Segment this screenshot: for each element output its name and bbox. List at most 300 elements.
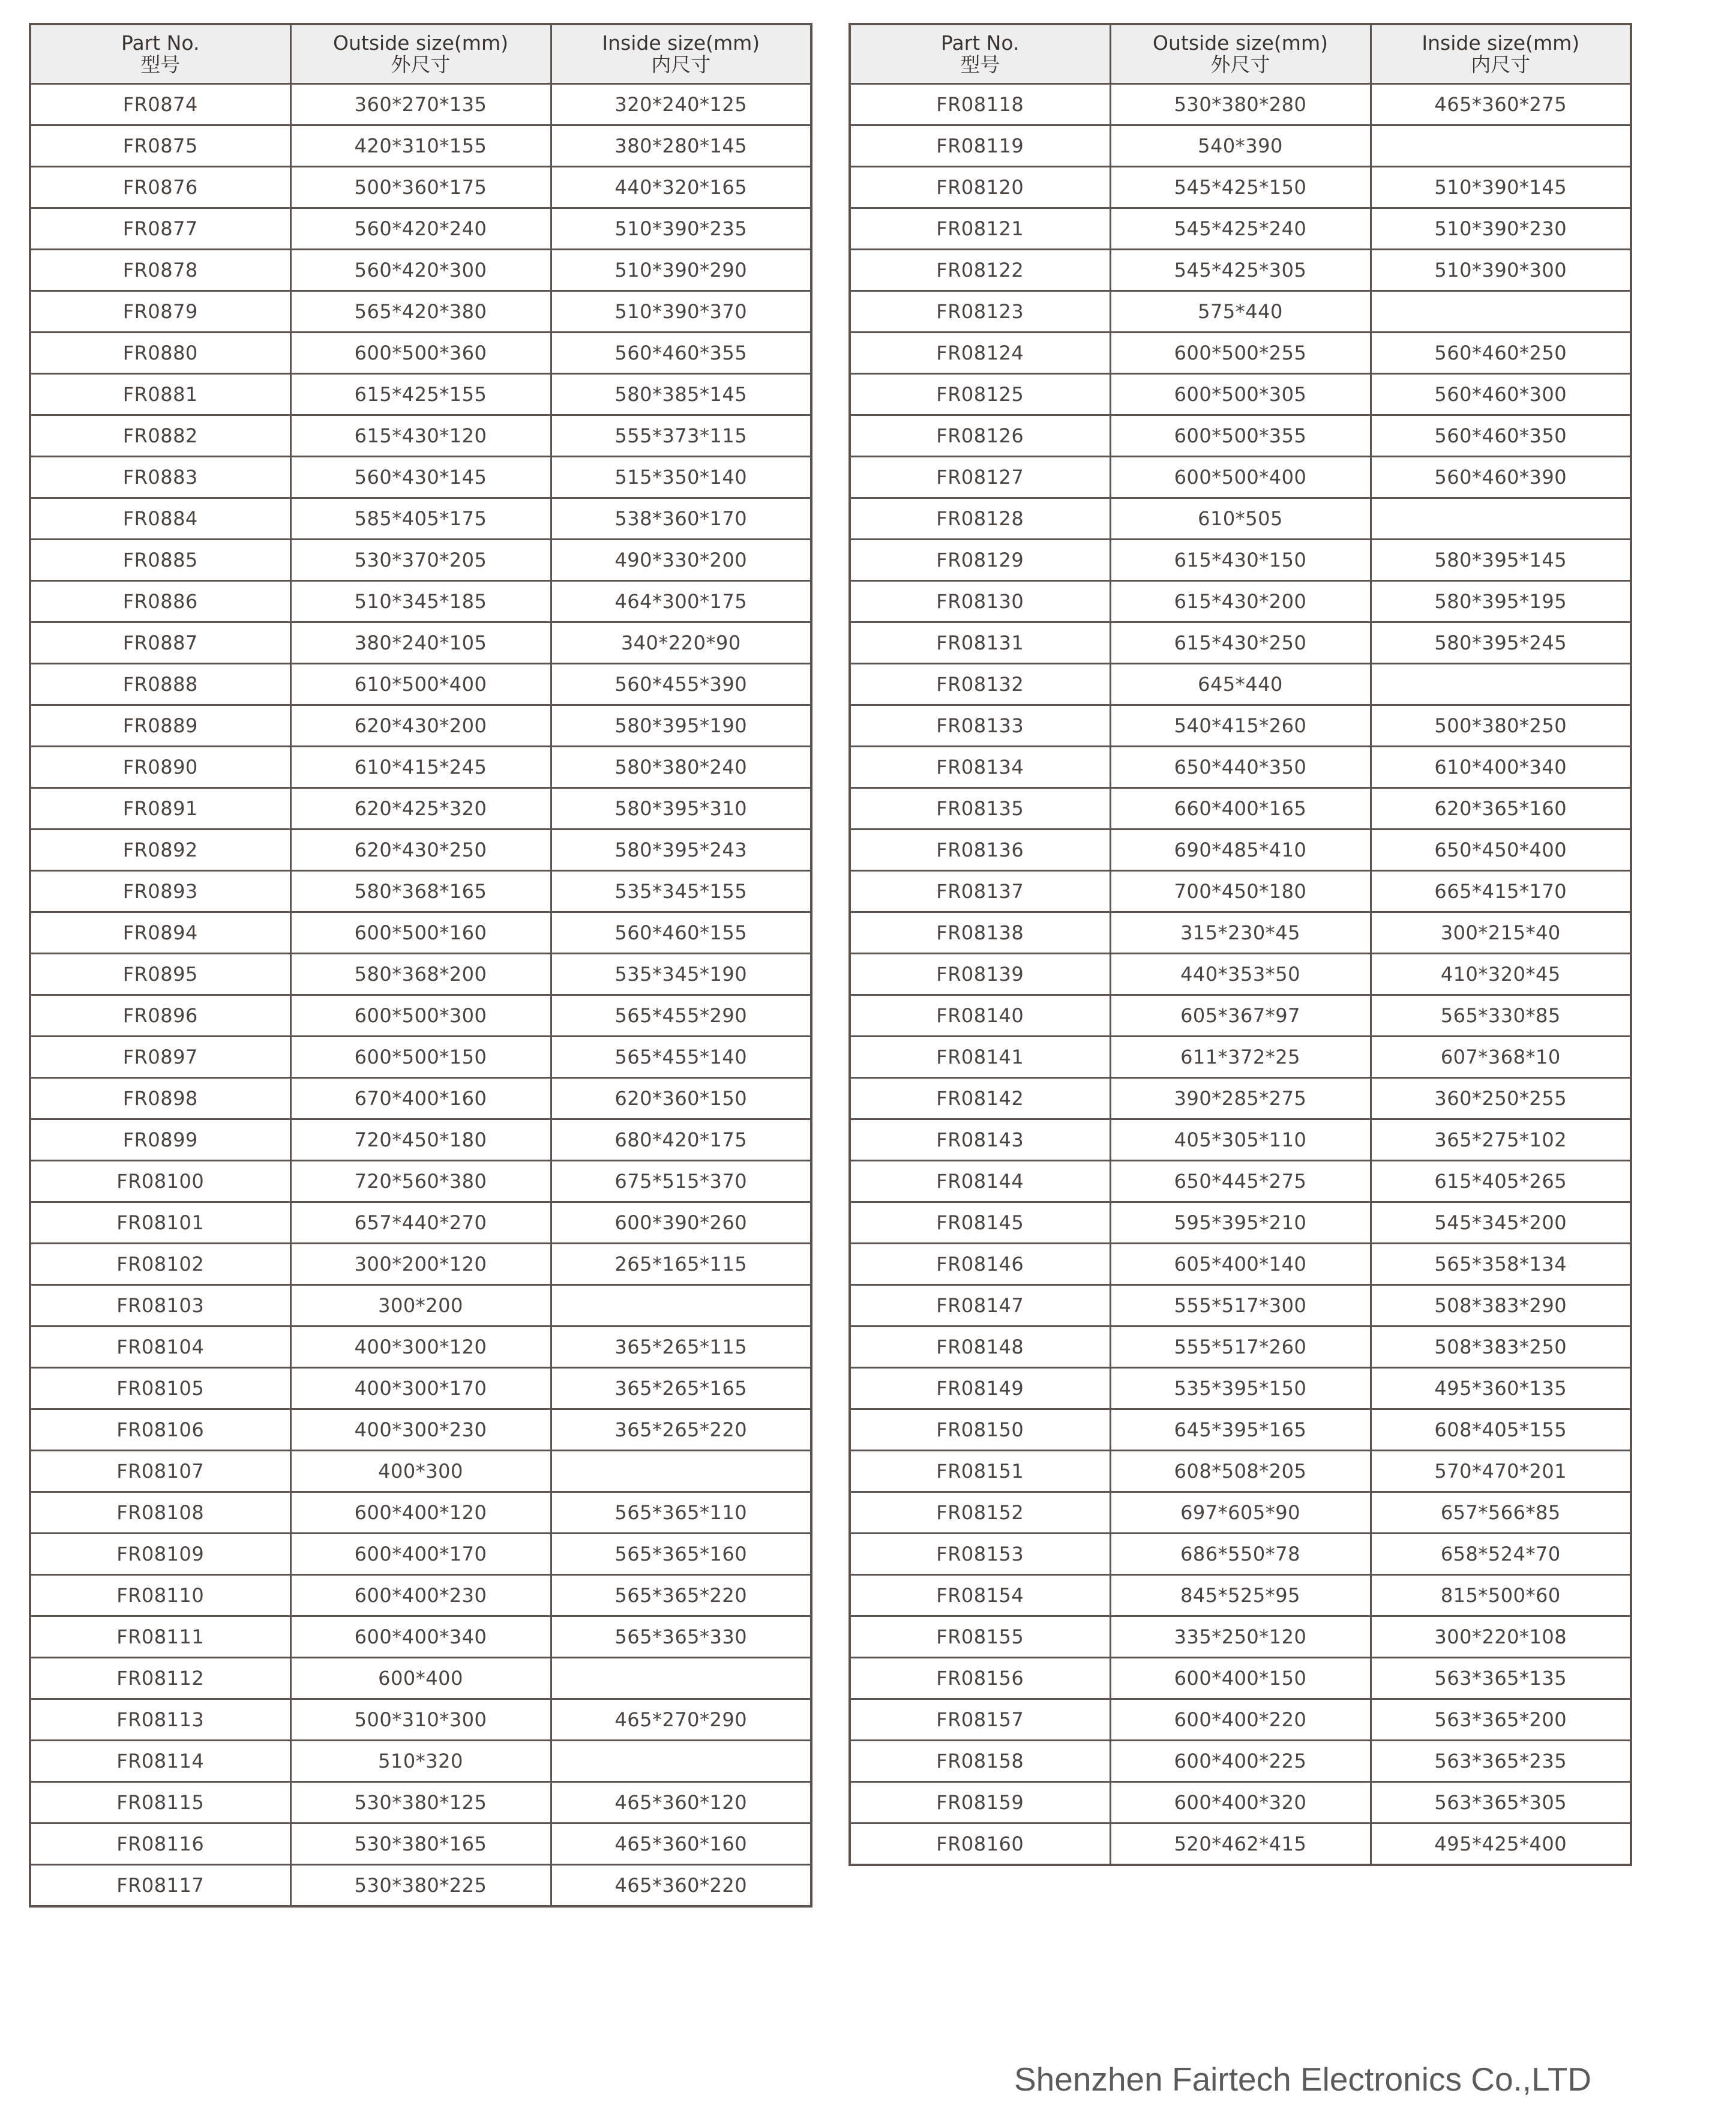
part-no-cell: FR08117	[30, 1865, 290, 1907]
outside-size-cell: 595*395*210	[1110, 1202, 1371, 1244]
outside-size-cell: 540*415*260	[1110, 705, 1371, 747]
table-row	[850, 498, 1631, 540]
part-no-cell: FR08122	[850, 250, 1110, 291]
table-row	[850, 1119, 1631, 1161]
table-row	[850, 1699, 1631, 1741]
outside-size-header	[290, 24, 551, 84]
outside-size-cell: 611*372*25	[1110, 1037, 1371, 1078]
inside-size-cell: 560*455*390	[551, 664, 811, 705]
outside-size-cell: 600*500*300	[290, 995, 551, 1037]
table-row	[850, 912, 1631, 954]
table-body-right	[850, 84, 1631, 1866]
table-row	[30, 995, 811, 1037]
part-no-cell: FR0890	[30, 747, 290, 788]
outside-size-cell: 400*300*230	[290, 1409, 551, 1451]
outside-size-cell: 720*450*180	[290, 1119, 551, 1161]
outside-size-cell: 575*440	[1110, 291, 1371, 333]
table-row	[30, 84, 811, 125]
table-row	[850, 1037, 1631, 1078]
inside-size-cell: 380*280*145	[551, 125, 811, 167]
inside-size-cell: 650*450*400	[1371, 830, 1631, 871]
outside-size-cell: 690*485*410	[1110, 830, 1371, 871]
inside-size-cell: 570*470*201	[1371, 1451, 1631, 1492]
inside-size-cell: 580*395*190	[551, 705, 811, 747]
inside-size-cell: 565*455*290	[551, 995, 811, 1037]
table-row	[30, 830, 811, 871]
part-no-cell: FR0874	[30, 84, 290, 125]
outside-size-cell: 440*353*50	[1110, 954, 1371, 995]
part-no-cell: FR08105	[30, 1368, 290, 1409]
part-no-cell: FR0875	[30, 125, 290, 167]
table-row	[850, 830, 1631, 871]
outside-size-cell: 580*368*200	[290, 954, 551, 995]
outside-size-cell: 686*550*78	[1110, 1534, 1371, 1575]
outside-size-cell: 845*525*95	[1110, 1575, 1371, 1616]
part-no-cell: FR08153	[850, 1534, 1110, 1575]
part-no-cell: FR08133	[850, 705, 1110, 747]
inside-size-cell: 265*165*115	[551, 1244, 811, 1285]
inside-size-cell	[551, 1285, 811, 1326]
part-no-cell: FR08112	[30, 1658, 290, 1699]
part-no-cell: FR08144	[850, 1161, 1110, 1202]
outside-size-cell: 670*400*160	[290, 1078, 551, 1119]
inside-size-cell: 580*395*310	[551, 788, 811, 830]
part-no-cell: FR0884	[30, 498, 290, 540]
table-row	[850, 871, 1631, 912]
table-row	[850, 1078, 1631, 1119]
inside-size-cell: 658*524*70	[1371, 1534, 1631, 1575]
outside-size-cell: 405*305*110	[1110, 1119, 1371, 1161]
inside-size-cell: 465*360*160	[551, 1823, 811, 1865]
part-no-header-en: Part No.	[121, 31, 200, 55]
table-row	[850, 1616, 1631, 1658]
table-row	[30, 333, 811, 374]
part-no-cell: FR08139	[850, 954, 1110, 995]
part-no-cell: FR0887	[30, 622, 290, 664]
inside-size-cell: 535*345*190	[551, 954, 811, 995]
inside-size-cell: 510*390*230	[1371, 208, 1631, 250]
inside-size-cell: 815*500*60	[1371, 1575, 1631, 1616]
table-row	[850, 788, 1631, 830]
table-row	[850, 747, 1631, 788]
inside-size-cell: 615*405*265	[1371, 1161, 1631, 1202]
part-no-cell: FR08125	[850, 374, 1110, 415]
inside-size-header	[1371, 24, 1631, 84]
inside-size-cell	[1371, 291, 1631, 333]
table-row	[30, 1326, 811, 1368]
inside-size-cell	[551, 1451, 811, 1492]
inside-size-cell: 508*383*250	[1371, 1326, 1631, 1368]
outside-size-cell: 600*500*355	[1110, 415, 1371, 457]
table-row	[30, 1575, 811, 1616]
part-no-cell: FR0893	[30, 871, 290, 912]
table-row	[30, 1244, 811, 1285]
part-no-cell: FR0898	[30, 1078, 290, 1119]
part-no-header-en: Part No.	[941, 31, 1020, 55]
inside-size-cell: 580*395*245	[1371, 622, 1631, 664]
inside-size-cell	[1371, 664, 1631, 705]
inside-size-cell: 580*380*240	[551, 747, 811, 788]
table-row	[850, 540, 1631, 581]
inside-size-cell: 365*265*220	[551, 1409, 811, 1451]
outside-size-cell: 650*440*350	[1110, 747, 1371, 788]
part-no-cell: FR0880	[30, 333, 290, 374]
outside-size-cell: 645*395*165	[1110, 1409, 1371, 1451]
inside-size-cell: 545*345*200	[1371, 1202, 1631, 1244]
inside-size-cell: 657*566*85	[1371, 1492, 1631, 1534]
table-row	[850, 374, 1631, 415]
part-no-cell: FR08129	[850, 540, 1110, 581]
outside-size-cell: 585*405*175	[290, 498, 551, 540]
outside-size-cell: 605*400*140	[1110, 1244, 1371, 1285]
outside-size-cell: 657*440*270	[290, 1202, 551, 1244]
table-row	[850, 705, 1631, 747]
table-row	[850, 333, 1631, 374]
inside-size-header-cn: 内尺寸	[1471, 53, 1531, 76]
part-no-cell: FR08126	[850, 415, 1110, 457]
outside-size-cell: 600*400	[290, 1658, 551, 1699]
inside-size-cell: 620*365*160	[1371, 788, 1631, 830]
part-no-cell: FR08137	[850, 871, 1110, 912]
outside-size-cell: 620*430*200	[290, 705, 551, 747]
inside-size-cell: 560*460*390	[1371, 457, 1631, 498]
table-row	[30, 1699, 811, 1741]
outside-size-cell: 555*517*260	[1110, 1326, 1371, 1368]
part-no-cell: FR0899	[30, 1119, 290, 1161]
part-no-cell: FR08154	[850, 1575, 1110, 1616]
part-no-cell: FR0896	[30, 995, 290, 1037]
part-no-cell: FR08113	[30, 1699, 290, 1741]
inside-size-cell: 620*360*150	[551, 1078, 811, 1119]
inside-size-cell: 510*390*235	[551, 208, 811, 250]
table-row	[850, 622, 1631, 664]
part-no-header-cn: 型号	[140, 53, 181, 76]
outside-size-cell: 600*400*340	[290, 1616, 551, 1658]
table-row	[850, 415, 1631, 457]
outside-size-cell: 600*400*320	[1110, 1782, 1371, 1823]
table-row	[850, 664, 1631, 705]
inside-size-cell: 580*385*145	[551, 374, 811, 415]
part-no-header-cn: 型号	[960, 53, 1000, 76]
table-row	[850, 208, 1631, 250]
outside-size-cell: 400*300	[290, 1451, 551, 1492]
inside-size-cell: 560*460*250	[1371, 333, 1631, 374]
table-row	[30, 208, 811, 250]
table-row	[30, 1451, 811, 1492]
outside-size-cell: 560*420*300	[290, 250, 551, 291]
inside-size-cell: 365*275*102	[1371, 1119, 1631, 1161]
part-no-cell: FR08119	[850, 125, 1110, 167]
inside-size-cell: 508*383*290	[1371, 1285, 1631, 1326]
table-row	[850, 1326, 1631, 1368]
table-header-row	[30, 24, 811, 84]
inside-size-cell: 563*365*200	[1371, 1699, 1631, 1741]
part-no-cell: FR0883	[30, 457, 290, 498]
outside-size-cell: 620*430*250	[290, 830, 551, 871]
part-no-cell: FR0885	[30, 540, 290, 581]
inside-size-cell: 300*215*40	[1371, 912, 1631, 954]
part-no-cell: FR0879	[30, 291, 290, 333]
outside-size-cell: 697*605*90	[1110, 1492, 1371, 1534]
table-row	[30, 664, 811, 705]
inside-size-cell: 560*460*350	[1371, 415, 1631, 457]
inside-size-header-en: Inside size(mm)	[1422, 31, 1580, 55]
table-row	[30, 1616, 811, 1658]
part-no-cell: FR0876	[30, 167, 290, 208]
table-row	[850, 1782, 1631, 1823]
outside-size-cell: 530*380*125	[290, 1782, 551, 1823]
part-no-cell: FR08130	[850, 581, 1110, 622]
table-row	[30, 1782, 811, 1823]
inside-size-cell: 360*250*255	[1371, 1078, 1631, 1119]
inside-size-cell: 320*240*125	[551, 84, 811, 125]
inside-size-cell: 535*345*155	[551, 871, 811, 912]
part-no-cell: FR08148	[850, 1326, 1110, 1368]
size-table-right	[848, 23, 1632, 1866]
inside-size-cell: 580*395*145	[1371, 540, 1631, 581]
outside-size-cell: 615*430*250	[1110, 622, 1371, 664]
table-row	[850, 1658, 1631, 1699]
outside-size-cell: 420*310*155	[290, 125, 551, 167]
table-body-left	[30, 84, 811, 1907]
part-no-cell: FR08142	[850, 1078, 1110, 1119]
inside-size-header	[551, 24, 811, 84]
table-row	[30, 1161, 811, 1202]
outside-size-cell: 300*200*120	[290, 1244, 551, 1285]
inside-size-cell: 495*360*135	[1371, 1368, 1631, 1409]
outside-size-cell: 555*517*300	[1110, 1285, 1371, 1326]
inside-size-cell: 610*400*340	[1371, 747, 1631, 788]
table-row	[30, 291, 811, 333]
inside-size-cell: 560*460*155	[551, 912, 811, 954]
outside-size-cell: 610*500*400	[290, 664, 551, 705]
inside-size-cell: 515*350*140	[551, 457, 811, 498]
inside-size-cell: 510*390*370	[551, 291, 811, 333]
inside-size-cell: 495*425*400	[1371, 1823, 1631, 1866]
part-no-cell: FR0882	[30, 415, 290, 457]
inside-size-cell: 464*300*175	[551, 581, 811, 622]
inside-size-cell: 600*390*260	[551, 1202, 811, 1244]
part-no-cell: FR08146	[850, 1244, 1110, 1285]
part-no-cell: FR08106	[30, 1409, 290, 1451]
outside-size-cell: 520*462*415	[1110, 1823, 1371, 1866]
company-name: Shenzhen Fairtech Electronics Co.,LTD	[1014, 2061, 1591, 2098]
table-row	[850, 1451, 1631, 1492]
inside-size-cell: 510*390*290	[551, 250, 811, 291]
part-no-cell: FR08141	[850, 1037, 1110, 1078]
table-row	[30, 912, 811, 954]
outside-size-cell: 600*400*220	[1110, 1699, 1371, 1741]
part-no-cell: FR08109	[30, 1534, 290, 1575]
part-no-cell: FR08107	[30, 1451, 290, 1492]
outside-size-header-en: Outside size(mm)	[333, 31, 508, 55]
part-no-cell: FR0897	[30, 1037, 290, 1078]
inside-size-cell: 500*380*250	[1371, 705, 1631, 747]
outside-size-cell: 620*425*320	[290, 788, 551, 830]
inside-size-header-cn: 内尺寸	[651, 53, 711, 76]
part-no-cell: FR08145	[850, 1202, 1110, 1244]
part-no-cell: FR08155	[850, 1616, 1110, 1658]
part-no-cell: FR0881	[30, 374, 290, 415]
outside-size-cell: 560*430*145	[290, 457, 551, 498]
table-row	[850, 1534, 1631, 1575]
outside-size-cell: 600*500*360	[290, 333, 551, 374]
table-row	[30, 1658, 811, 1699]
outside-size-cell: 530*380*280	[1110, 84, 1371, 125]
outside-size-cell: 380*240*105	[290, 622, 551, 664]
inside-size-cell: 580*395*243	[551, 830, 811, 871]
outside-size-cell: 600*400*225	[1110, 1741, 1371, 1782]
size-table-left	[29, 23, 812, 1908]
table-row	[30, 954, 811, 995]
inside-size-cell: 465*270*290	[551, 1699, 811, 1741]
part-no-cell: FR08158	[850, 1741, 1110, 1782]
outside-size-cell: 400*300*120	[290, 1326, 551, 1368]
table-row	[30, 498, 811, 540]
table-row	[850, 1244, 1631, 1285]
table-row	[30, 1409, 811, 1451]
table-row	[30, 167, 811, 208]
outside-size-header-cn: 外尺寸	[1210, 53, 1270, 76]
inside-size-cell: 538*360*170	[551, 498, 811, 540]
table-row	[30, 622, 811, 664]
part-no-cell: FR08138	[850, 912, 1110, 954]
part-no-cell: FR08150	[850, 1409, 1110, 1451]
part-no-cell: FR0889	[30, 705, 290, 747]
outside-size-cell: 545*425*305	[1110, 250, 1371, 291]
part-no-cell: FR08102	[30, 1244, 290, 1285]
table-row	[850, 1575, 1631, 1616]
table-row	[850, 1492, 1631, 1534]
inside-size-cell: 560*460*355	[551, 333, 811, 374]
table-row	[850, 1741, 1631, 1782]
outside-size-cell: 500*310*300	[290, 1699, 551, 1741]
part-no-cell: FR08160	[850, 1823, 1110, 1866]
part-no-cell: FR0895	[30, 954, 290, 995]
outside-size-cell: 560*420*240	[290, 208, 551, 250]
outside-size-cell: 600*500*150	[290, 1037, 551, 1078]
part-no-cell: FR08143	[850, 1119, 1110, 1161]
table-row	[30, 125, 811, 167]
part-no-cell: FR08104	[30, 1326, 290, 1368]
part-no-cell: FR08127	[850, 457, 1110, 498]
outside-size-cell: 500*360*175	[290, 167, 551, 208]
inside-size-cell	[551, 1658, 811, 1699]
table-row	[30, 705, 811, 747]
outside-size-header-en: Outside size(mm)	[1153, 31, 1328, 55]
part-no-cell: FR08118	[850, 84, 1110, 125]
part-no-cell: FR0894	[30, 912, 290, 954]
inside-size-cell: 365*265*165	[551, 1368, 811, 1409]
inside-size-cell: 440*320*165	[551, 167, 811, 208]
outside-size-cell: 600*400*170	[290, 1534, 551, 1575]
part-no-cell: FR08121	[850, 208, 1110, 250]
table-row	[30, 1037, 811, 1078]
part-no-cell: FR08100	[30, 1161, 290, 1202]
part-no-cell: FR08115	[30, 1782, 290, 1823]
inside-size-cell: 465*360*120	[551, 1782, 811, 1823]
table-row	[850, 167, 1631, 208]
outside-size-cell: 650*445*275	[1110, 1161, 1371, 1202]
outside-size-cell: 600*500*400	[1110, 457, 1371, 498]
inside-size-cell: 565*330*85	[1371, 995, 1631, 1037]
outside-size-cell: 700*450*180	[1110, 871, 1371, 912]
inside-size-cell: 565*455*140	[551, 1037, 811, 1078]
inside-size-cell: 675*515*370	[551, 1161, 811, 1202]
part-no-cell: FR0886	[30, 581, 290, 622]
inside-size-cell: 565*365*110	[551, 1492, 811, 1534]
inside-size-cell: 340*220*90	[551, 622, 811, 664]
inside-size-cell: 580*395*195	[1371, 581, 1631, 622]
part-no-cell: FR08147	[850, 1285, 1110, 1326]
table-row	[850, 1161, 1631, 1202]
outside-size-header-cn: 外尺寸	[391, 53, 451, 76]
table-row	[850, 1823, 1631, 1866]
part-no-cell: FR08136	[850, 830, 1110, 871]
part-no-cell: FR08151	[850, 1451, 1110, 1492]
outside-size-cell: 300*200	[290, 1285, 551, 1326]
outside-size-cell: 530*380*165	[290, 1823, 551, 1865]
part-no-cell: FR08120	[850, 167, 1110, 208]
outside-size-cell: 720*560*380	[290, 1161, 551, 1202]
part-no-cell: FR08132	[850, 664, 1110, 705]
part-no-cell: FR08159	[850, 1782, 1110, 1823]
outside-size-cell: 530*380*225	[290, 1865, 551, 1907]
table-row	[30, 1119, 811, 1161]
table-row	[850, 84, 1631, 125]
part-no-cell: FR08152	[850, 1492, 1110, 1534]
inside-size-cell: 300*220*108	[1371, 1616, 1631, 1658]
table-row	[850, 1285, 1631, 1326]
inside-size-cell	[551, 1741, 811, 1782]
outside-size-cell: 615*430*150	[1110, 540, 1371, 581]
table-row	[30, 1368, 811, 1409]
part-no-cell: FR08110	[30, 1575, 290, 1616]
inside-size-cell: 563*365*235	[1371, 1741, 1631, 1782]
outside-size-header	[1110, 24, 1371, 84]
table-row	[850, 125, 1631, 167]
table-row	[30, 871, 811, 912]
table-row	[850, 250, 1631, 291]
part-no-cell: FR08124	[850, 333, 1110, 374]
inside-size-cell: 608*405*155	[1371, 1409, 1631, 1451]
outside-size-cell: 510*345*185	[290, 581, 551, 622]
part-no-cell: FR0888	[30, 664, 290, 705]
table-row	[850, 995, 1631, 1037]
table-row	[850, 954, 1631, 995]
inside-size-cell: 563*365*305	[1371, 1782, 1631, 1823]
part-no-cell: FR0891	[30, 788, 290, 830]
table-row	[30, 415, 811, 457]
table-row	[30, 1492, 811, 1534]
part-no-cell: FR08103	[30, 1285, 290, 1326]
outside-size-cell: 615*430*120	[290, 415, 551, 457]
outside-size-cell: 608*508*205	[1110, 1451, 1371, 1492]
inside-size-cell: 490*330*200	[551, 540, 811, 581]
part-no-cell: FR08101	[30, 1202, 290, 1244]
outside-size-cell: 390*285*275	[1110, 1078, 1371, 1119]
table-row	[30, 457, 811, 498]
part-no-cell: FR08123	[850, 291, 1110, 333]
outside-size-cell: 645*440	[1110, 664, 1371, 705]
part-no-cell: FR08128	[850, 498, 1110, 540]
inside-size-cell: 365*265*115	[551, 1326, 811, 1368]
table-row	[850, 1368, 1631, 1409]
outside-size-cell: 565*420*380	[290, 291, 551, 333]
table-header-row	[850, 24, 1631, 84]
outside-size-cell: 615*425*155	[290, 374, 551, 415]
outside-size-cell: 510*320	[290, 1741, 551, 1782]
